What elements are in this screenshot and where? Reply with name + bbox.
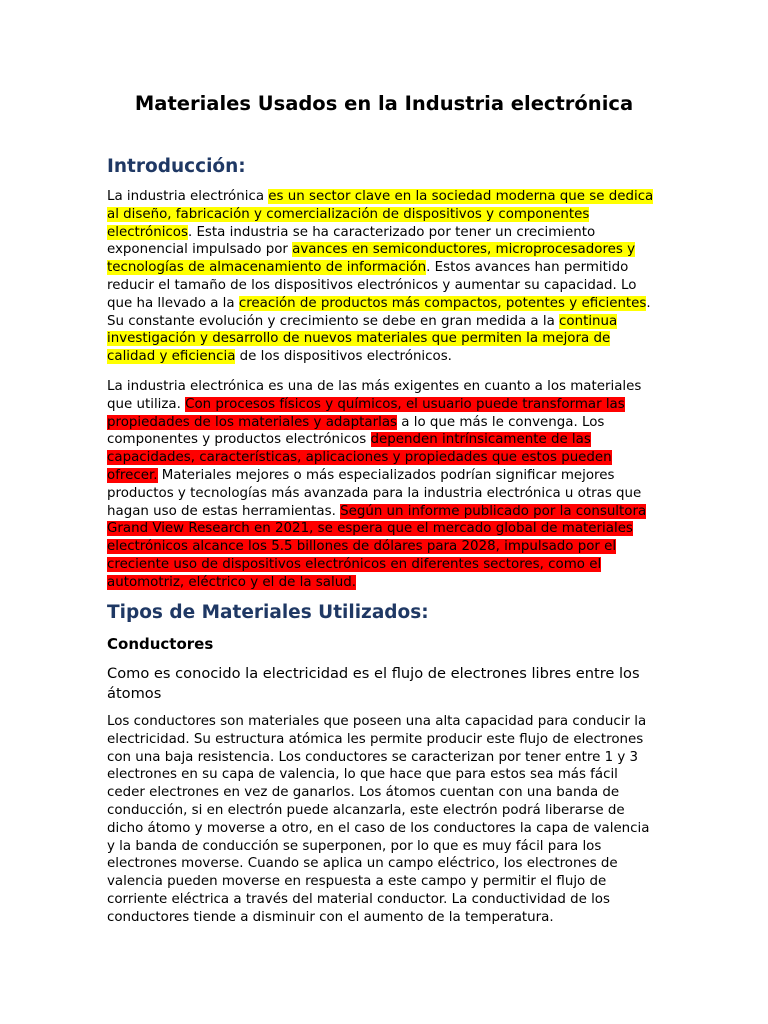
conductores-body: Los conductores son materiales que poseen una alta capacidad para conducir la electricidad. Su estructura atómica les permite producir este flujo de electrones con una baja resistencia. Los conductores se caracterizan por tener entre 1 y 3 electrones en su capa de valencia, lo que hace que para estos sea más fácil ceder electrones en vez de ganarlos. Los átomos cuentan con una banda de conducción, si en electrón puede alcanzarla, este electrón podrá liberarse de dicho átomo y moverse a otro, en el caso de los conductores la capa de valencia y la banda de conducción se superponen, por lo que es muy fácil para los electrones moverse. Cuando se aplica un campo eléctrico, los electrones de valencia pueden moverse en respuesta a este campo y permitir el flujo de corriente eléctrica a través del material conductor. La conductividad de los conductores tiende a disminuir con el aumento de la temperatura. [107,714,650,925]
text-run: a lo que más le convenga. Los componentes y productos electrónicos [107,414,605,448]
text-run: . Esta industria se ha caracterizado por tener un crecimiento exponencial impulsado por [107,224,596,258]
intro-paragraph-2 [107,378,659,592]
intro-paragraph-1 [107,188,659,366]
text-run: . Su constante evolución y crecimiento se debe en gran medida a la [107,295,651,329]
highlighted-text-red: dependen intrínsicamente de las capacidades, características, aplicaciones y propiedades que estos pueden ofrecer. [107,432,612,483]
text-run: La industria electrónica [107,189,269,204]
highlighted-text-yellow: creación de productos más compactos, potentes y eficientes [238,295,647,311]
conductores-heading: Conductores [107,635,214,653]
highlighted-text-yellow: es un sector clave en la sociedad moderna que se dedica al diseño, fabricación y comercialización de dispositivos y componentes electrónicos [107,189,654,240]
highlighted-text-yellow: continua investigación y desarrollo de nuevos materiales que permiten la mejora de calidad y eficiencia [107,313,618,365]
intro-heading: Introducción: [107,156,246,177]
text-run: Materiales mejores o más especializados podrían significar mejores productos y tecnologías más avanzada para la industria electrónica u otras que hagan uso de estas herramientas. [107,467,642,519]
document-title: Materiales Usados en la Industria electrónica [134,92,634,115]
conductores-lead: Como es conocido la electricidad es el flujo de electrones libres entre los átomos [107,665,640,702]
highlighted-text-red: Con procesos físicos y químicos, el usuario puede transformar las propiedades de los materiales y adaptarlas [107,396,625,430]
text-run: de los dispositivos electrónicos. [235,349,452,365]
highlighted-text-yellow: avances en semiconductores, microprocesadores y tecnologías de almacenamiento de información [107,242,636,276]
types-heading: Tipos de Materiales Utilizados: [107,602,429,623]
text-run: . Estos avances han permitido reducir el tamaño de los dispositivos electrónicos y aumentar su capacidad. Lo que ha llevado a la [107,260,637,311]
text-run: La industria electrónica es una de las más exigentes en cuanto a los materiales que utiliza. [107,379,642,412]
highlighted-text-red: Según un informe publicado por la consultora Grand View Research en 2021, se espera que el mercado global de materiales electrónicos alcance los 5.5 billones de dólares para 2028, impulsado por el creciente uso de dispositivos electrónicos en diferentes sectores, como el automotriz, eléctrico y el de la salud. [107,503,647,590]
